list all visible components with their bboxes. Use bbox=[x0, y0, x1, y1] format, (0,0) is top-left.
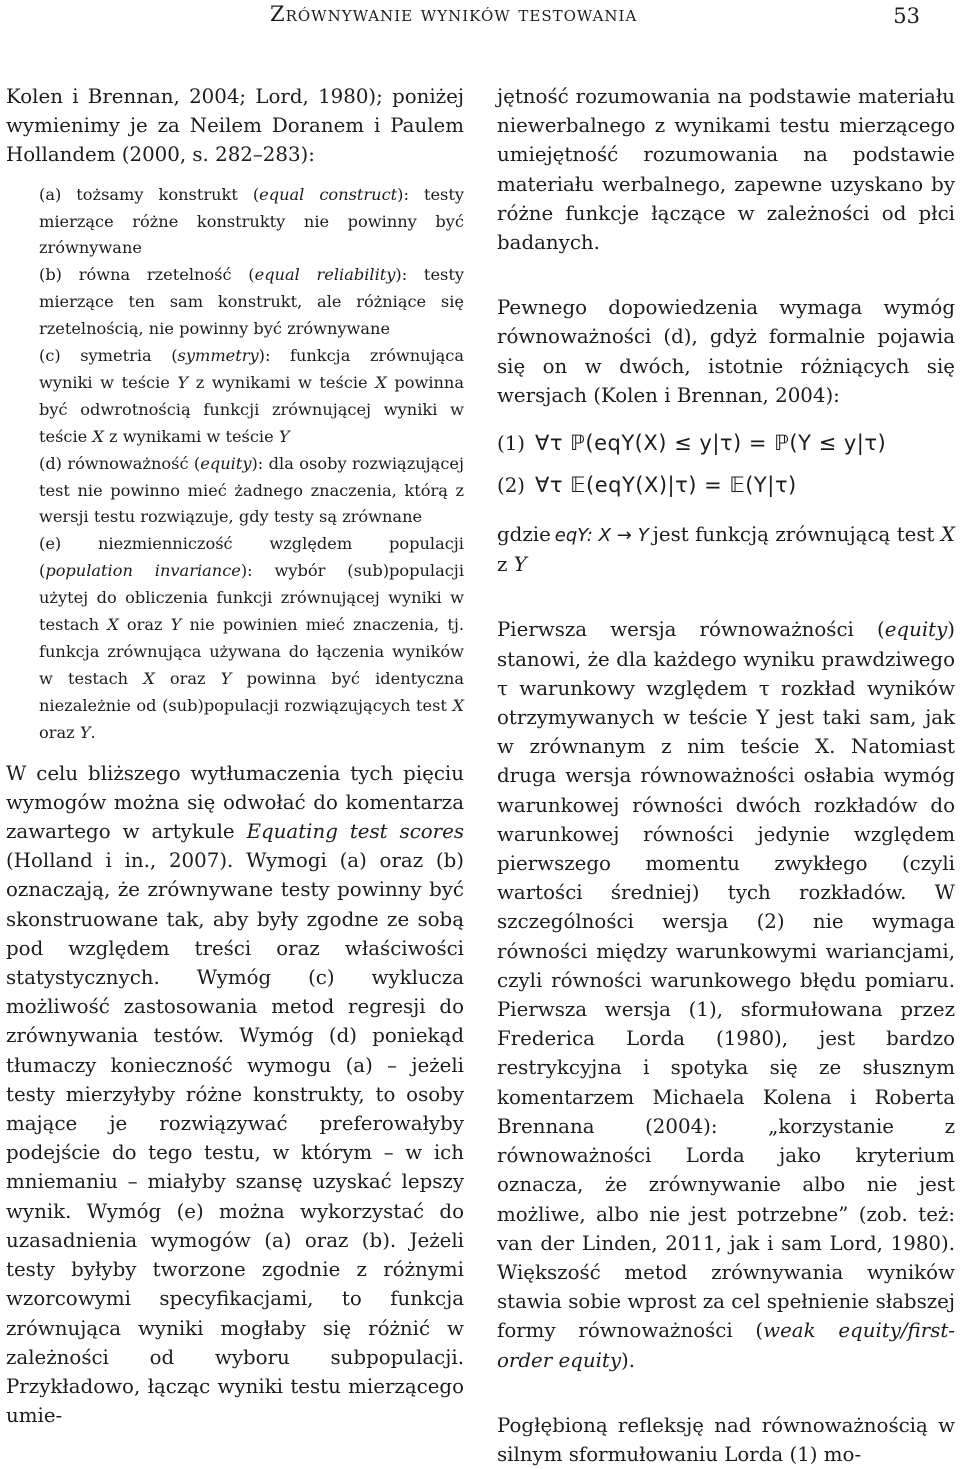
formula-1-expression: ∀τ ℙ(eqY(X) ≤ y|τ) = ℙ(Y ≤ y|τ) bbox=[535, 431, 887, 456]
equating-function-formula: eqY: X → Y bbox=[554, 525, 649, 547]
requirement-a: (a) tożsamy konstrukt (equal construct): testy mierzące różne konstrukty nie powinny być zrównywane bbox=[39, 184, 464, 258]
where-clause: gdzie eqY: X → Y jest funkcją zrównującą test X z Y bbox=[497, 523, 956, 577]
formula-2-label: (2) bbox=[497, 473, 526, 497]
formula-1-label: (1) bbox=[497, 431, 526, 455]
right-column bbox=[497, 82, 955, 1469]
running-title: Zrównywanie wyników testowania bbox=[270, 2, 638, 26]
equity-versions-paragraph: Pierwsza wersja równoważności (equity) stanowi, że dla każdego wyniku prawdziwego τ warunkowy względem τ rozkład wyników otrzymywanych w teście Y jest taki sam, jak w zrównanym z nim teście X. Natomiast druga wersja równoważności osłabia wymóg warunkowej równości dwóch rozkładów do warunkowej równości jedynie względem pierwszego momentu zwykłego (czyli wartości średniej) tych rozkładów. W szczególności wersja (2) nie wymaga równości między warunkowymi wariancjami, czyli równości warunkowego błędu pomiaru. Pierwsza wersja (1), sformułowana przez Frederica Lorda (1980), jest bardzo restrykcyjna i spotyka się ze słusznym komentarzem Michaela Kolena i Roberta Brennana (2004): „korzystanie z równoważności Lorda jako kryterium oznacza, że zrównywanie albo nie jest możliwe, albo nie jest potrzebne” (zob. też: van der Linden, 2011, jak i sam Lord, 1980). Większość metod zrównywania wyników stawia sobie wprost za cel spełnienie słabszej formy równoważności (weak equity/first-order equity). bbox=[497, 618, 955, 1372]
left-column bbox=[6, 82, 464, 1430]
formula-2-expression: ∀τ 𝔼(eqY(X)|τ) = 𝔼(Y|τ) bbox=[535, 473, 797, 498]
requirement-c: (c) symetria (symmetry): funkcja zrównująca wyniki w teście Y z wynikami w teście X powinna być odwrotnością funkcji zrównującej wyniki w teście X z wynikami w teście Y bbox=[39, 346, 464, 446]
page-number: 53 bbox=[893, 4, 920, 28]
requirement-e: (e) niezmienniczość względem populacji (population invariance): wybór (sub)populacji użytej do obliczenia funkcji zrównującej wyniki w testach X oraz Y nie powinien mieć znaczenia, tj. funkcja zrównująca używana do łączenia wyników w testach X oraz Y powinna być identyczna niezależnie od (sub)populacji rozwiązujących test X oraz Y. bbox=[39, 534, 464, 742]
body-paragraph: W celu bliższego wytłumaczenia tych pięciu wymogów można się odwołać do komentarza zawartego w artykule Equating test scores (Holland i in., 2007). Wymogi (a) oraz (b) oznaczają, że zrównywane testy powinny być skonstruowane tak, aby były zgodne ze sobą pod względem treści oraz właściwości statystycznych. Wymóg (c) wyklucza możliwość zastosowania metod regresji do zrównywania testów. Wymóg (d) poniekąd tłumaczy konieczność wymogu (a) – jeżeli testy mierzyłyby różne konstrukty, to osoby mające je rozwiązywać preferowałyby podejście do tego testu, w którym – w ich mniemaniu – miałyby szansę uzyskać lepszy wynik. Wymóg (e) można wykorzystać do uzasadnienia wymogów (a) oraz (b). Jeżeli testy byłyby tworzone zgodnie z różnymi wzorcowymi specyfikacjami, to funkcja zrównująca wyniki mogłaby się różnić w zależności od wyboru subpopulacji. Przykładowo, łącząc wyniki testu mierzącego umie- bbox=[6, 761, 464, 1428]
formula-1 bbox=[497, 422, 955, 464]
intro-paragraph: Kolen i Brennan, 2004; Lord, 1980); poniżej wymienimy je za Neilem Doranem i Paulem Hollandem (2000, s. 282–283): bbox=[6, 85, 464, 167]
requirement-d: (d) równoważność (equity): dla osoby rozwiązującej test nie powinno mieć żadnego znaczenia, którą z wersji testu rozwiązuje, gdy testy są zrównane bbox=[39, 453, 464, 527]
continuation-paragraph: jętność rozumowania na podstawie materiału niewerbalnego z wynikami testu mierzącego umiejętność rozumowania na podstawie materiału werbalnego, zapewne uzyskano by różne funkcje łączące w zależności od płci badanych. bbox=[497, 85, 955, 255]
requirement-b: (b) równa rzetelność (equal reliability): testy mierzące ten sam konstrukt, ale różniące się rzetelnością, nie powinny być zrównywane bbox=[39, 265, 464, 339]
closing-paragraph: Pogłębioną refleksję nad równoważnością w silnym sformułowaniu Lorda (1) mo- bbox=[497, 1413, 955, 1466]
page-header bbox=[0, 0, 960, 40]
equity-intro-paragraph: Pewnego dopowiedzenia wymaga wymóg równoważności (d), gdyż formalnie pojawia się on w dwóch, istotnie różniących się wersjach (Kolen i Brennan, 2004): bbox=[497, 296, 955, 407]
formula-2 bbox=[497, 464, 955, 506]
